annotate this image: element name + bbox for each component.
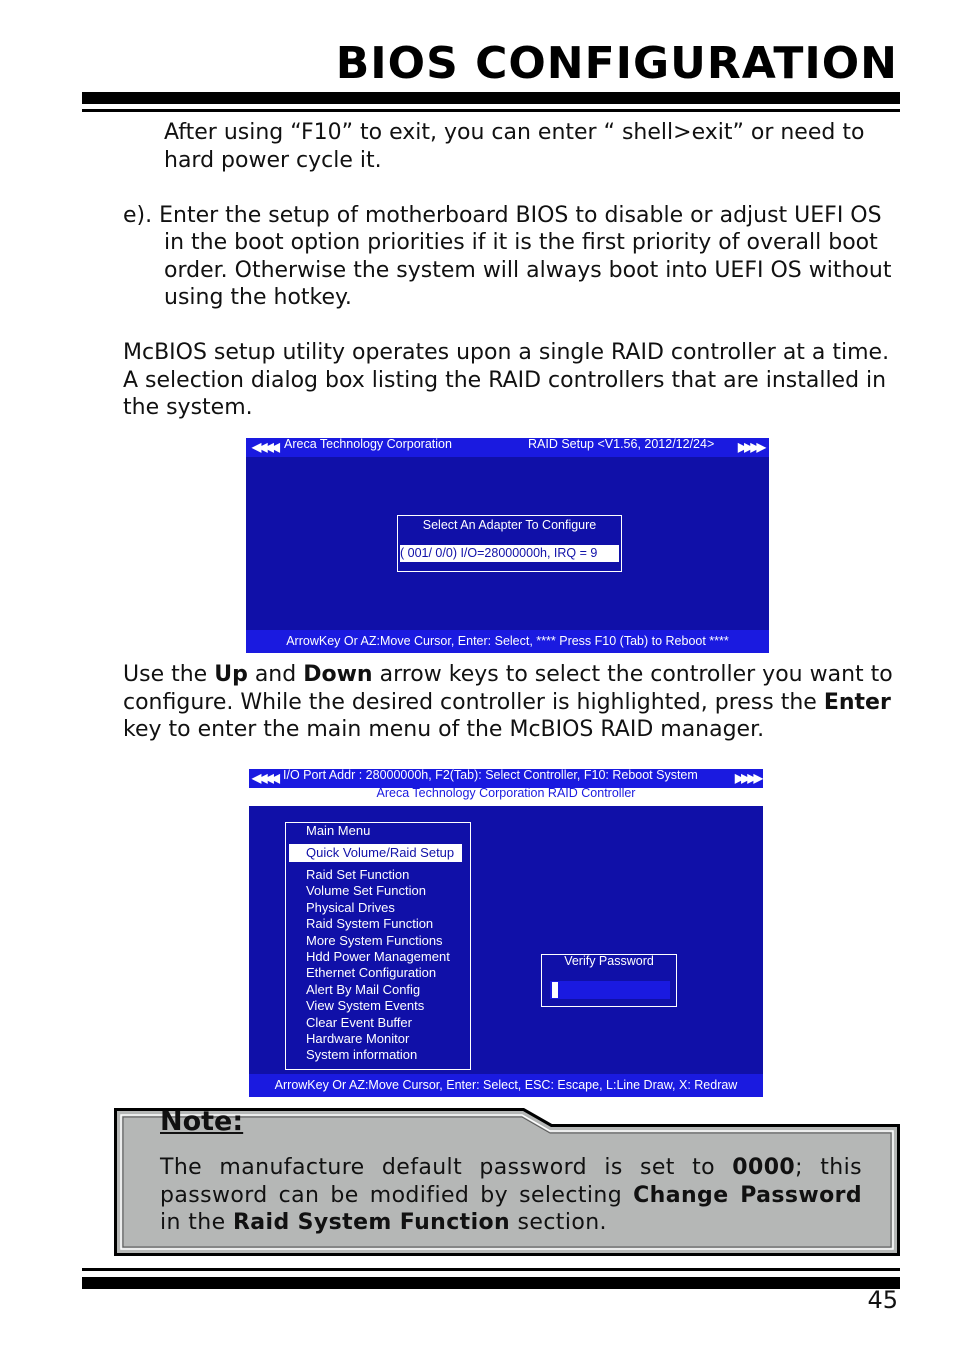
main-menu-item[interactable]: Volume Set Function	[306, 883, 426, 899]
screen1-vendor: Areca Technology Corporation	[284, 437, 452, 451]
header-rule-thick	[82, 92, 900, 104]
mcbios-paragraph: McBIOS setup utility operates upon a single RAID controller at a time. A selection dialog box listing the RAID controllers that are installed in the system.	[123, 340, 890, 420]
screen1-version: RAID Setup <V1.56, 2012/12/24>	[528, 437, 715, 451]
screen1-footer: ArrowKey Or AZ:Move Cursor, Enter: Select, **** Press F10 (Tab) to Reboot ****	[246, 630, 769, 653]
main-menu-item[interactable]: Raid System Function	[306, 916, 434, 932]
step-e: e). Enter the setup of motherboard BIOS to disable or adjust UEFI OS in the boot option priorities if it is the first priority of overall boot order. Otherwise the system will always boot into UEFI OS without using the hotkey.	[123, 202, 892, 310]
verify-password-dialog	[541, 954, 677, 1007]
screen2-subtitle: Areca Technology Corporation RAID Controller	[376, 786, 636, 800]
screen2-footer: ArrowKey Or AZ:Move Cursor, Enter: Select, ESC: Escape, L:Line Draw, X: Redraw	[249, 1074, 763, 1097]
intro-block	[123, 119, 903, 422]
left-arrows-icon: ◀◀◀◀	[252, 440, 277, 454]
adapter-dialog-title: Select An Adapter To Configure	[422, 518, 597, 532]
footer-rule-thick	[82, 1277, 900, 1289]
change-password-ref: Change Password	[633, 1182, 863, 1208]
main-menu-item[interactable]: Ethernet Configuration	[306, 965, 437, 981]
main-menu-item[interactable]: Quick Volume/Raid Setup	[289, 844, 462, 862]
verify-password-title: Verify Password	[564, 954, 654, 968]
header-rule-thin	[82, 109, 900, 112]
text-cursor	[552, 982, 558, 998]
main-menu-item[interactable]: System information	[306, 1047, 418, 1063]
main-menu-item[interactable]: Raid Set Function	[306, 867, 410, 882]
left-arrows-icon: ◀◀◀◀	[252, 771, 277, 785]
page-title: BIOS CONFIGURATION	[335, 38, 898, 89]
password-input[interactable]	[550, 981, 670, 999]
key-up: Up	[214, 662, 248, 687]
note-body: The manufacture default password is set to 0000; this password can be modified by selecting Change Password in the Raid System Function section.	[160, 1155, 863, 1235]
main-menu-item[interactable]: Alert By Mail Config	[306, 981, 421, 997]
adapter-select-dialog	[397, 515, 622, 572]
right-arrows-icon: ▶▶▶▶	[735, 771, 760, 785]
main-menu-panel	[285, 822, 471, 1070]
key-enter: Enter	[823, 689, 891, 715]
bios-screen-adapter-select	[246, 438, 769, 653]
main-menu-item[interactable]: Physical Drives	[306, 899, 395, 915]
note-title: Note:	[160, 1106, 244, 1137]
intro-line1: After using “F10” to exit, you can enter “ shell>exit” or need to hard power cycle it.	[164, 120, 865, 173]
main-menu-item[interactable]: Hdd Power Management	[306, 949, 450, 964]
bios-screen-main-menu	[249, 806, 763, 1097]
instructions-paragraph: Use the Up and Down arrow keys to select the controller you want to configure. While the desired controller is highlighted, press the Enter key to enter the main menu of the McBIOS RAID manager.	[123, 662, 893, 742]
right-arrows-icon: ▶▶▶▶	[738, 440, 763, 454]
main-menu-item[interactable]: More System Functions	[306, 932, 443, 948]
adapter-list-item[interactable]: ( 001/ 0/0) I/O=28000000h, IRQ = 9	[400, 545, 619, 562]
default-password: 0000	[732, 1155, 796, 1180]
raid-system-function-ref: Raid System Function	[232, 1210, 511, 1235]
main-menu-item[interactable]: View System Events	[306, 998, 425, 1014]
main-menu-title: Main Menu	[306, 823, 371, 838]
key-down: Down	[303, 662, 373, 687]
main-menu-item[interactable]: Hardware Monitor	[306, 1031, 410, 1046]
screen2-io-port: I/O Port Addr : 28000000h, F2(Tab): Select Controller, F10: Reboot System	[283, 768, 698, 782]
footer-rule-thin	[82, 1268, 900, 1271]
page-number: 45	[867, 1286, 898, 1314]
screen1-top-bar	[246, 438, 769, 457]
main-menu-item[interactable]: Clear Event Buffer	[306, 1014, 412, 1030]
